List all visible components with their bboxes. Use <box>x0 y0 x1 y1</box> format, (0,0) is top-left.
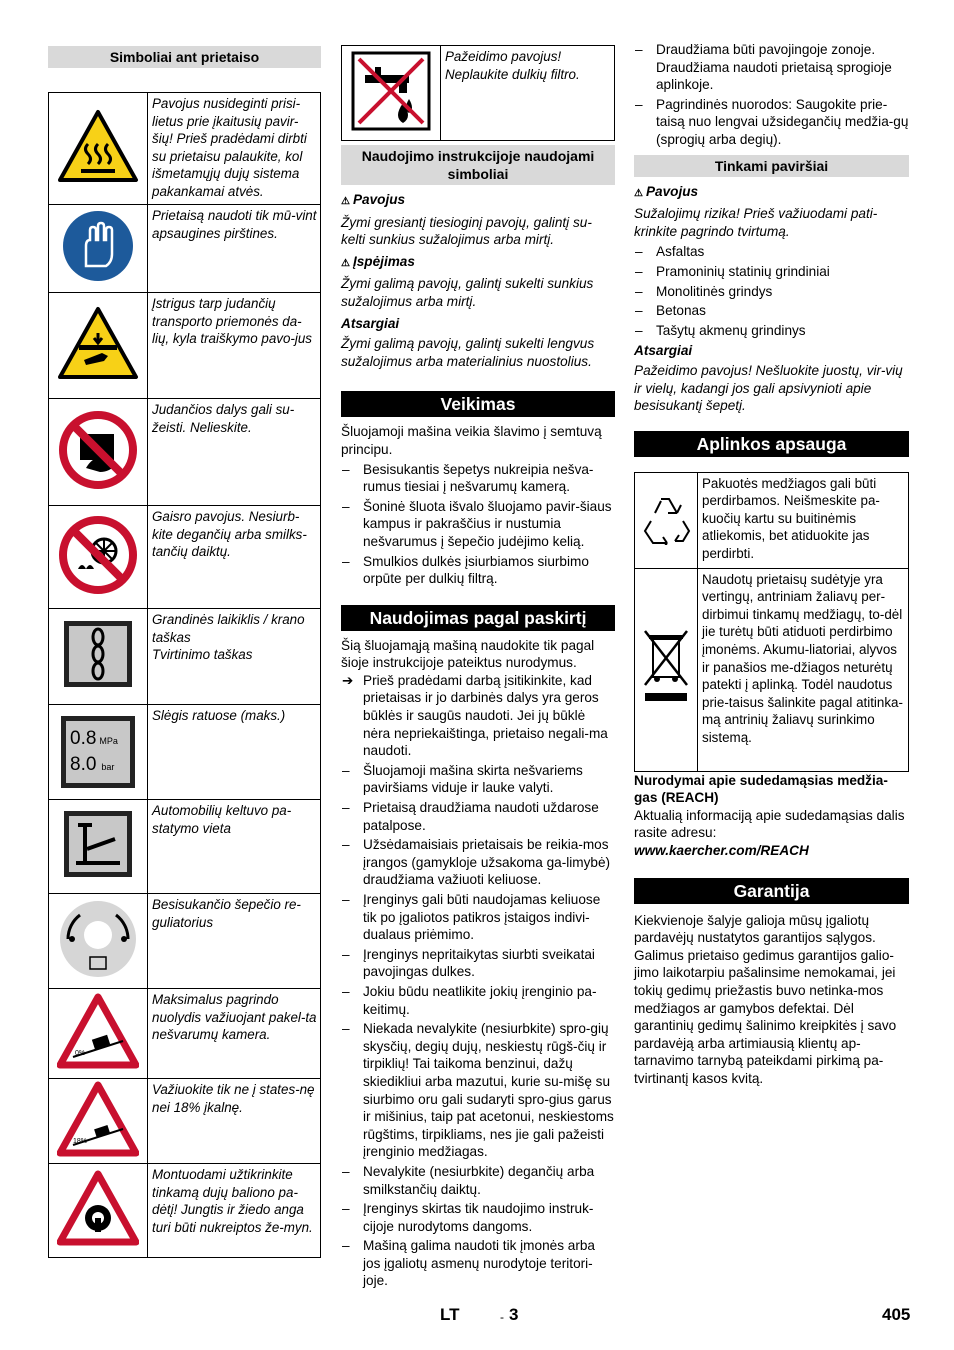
symbol-text: Maksimalus pagrindo nuolydis važiuojant pakel-ta nešvarumų kamera. <box>148 989 321 1079</box>
list-item: – Užsėdamaisiais prietaisais be reikia-mos įrangos (gamykloje užsakoma ga-limybė) draudžiama važiuoti keliuose. <box>342 837 611 888</box>
danger-label <box>341 191 615 211</box>
reach-text: Aktualią informaciją apie sudedamąsias dalis rasite adresu: <box>634 807 905 841</box>
section-heading-environment: Aplinkos apsauga <box>634 431 909 457</box>
arrow-right-icon: ➔ <box>342 672 354 688</box>
section-heading-suitable-surfaces: Tinkami paviršiai <box>634 155 909 177</box>
symbol-text: Automobilių keltuvo pa-statymo vieta <box>148 800 321 894</box>
danger-label-text: Pavojus <box>352 192 406 207</box>
warning-label-text: Įspėjimas <box>352 253 415 269</box>
list-item: – Monolitinės grindys <box>635 283 773 299</box>
list-item: – Prietaisą draudžiama naudoti uždarose patalpose. <box>342 800 599 833</box>
list-item: ➔ Prieš pradėdami darbą įsitikinkite, kad prietaisas ir jo darbinės dalys yra geros būklės ir saugūs naudoti. Jei jų būklė nėra nepriekaištinga, prietaiso negali-ma naudoti. <box>342 672 608 759</box>
reach-heading: Nurodymai apie sudedamąsias medžia-gas (REACH) <box>634 772 888 806</box>
pressure-mpa-unit: MPa <box>99 736 118 746</box>
use-intro: Šią šluojamąją mašiną naudokite tik pagal šioje instrukcijoje pateiktus nurodymus. <box>341 637 595 671</box>
function-intro: Šluojamoji mašina veikia šlavimo į semtuvą principu. <box>341 424 602 457</box>
use-list <box>341 672 615 1290</box>
symbol-text: Gaisro pavojus. Nesiurb-kite degančių arba smilks-tančių daiktų. <box>148 506 321 609</box>
section-heading-device-symbols: Simboliai ant prietaiso <box>48 46 321 68</box>
section-heading-function: Veikimas <box>341 391 615 417</box>
symbol-row <box>49 800 321 894</box>
symbol-text: Besisukančio šepečio re-guliatorius <box>148 894 321 989</box>
symbol-text: Pažeidimo pavojus! Neplaukite dulkių filtro. <box>441 46 615 141</box>
list-item: – Šluojamoji mašina skirta nešvariems paviršiams viduje ir lauke valyti. <box>342 762 583 796</box>
device-symbols-table <box>48 92 321 1258</box>
list-item: – Įrenginys nepritaikytas siurbti sveikatai pavojingas dulkes. <box>342 946 595 980</box>
symbol-row <box>49 93 321 205</box>
symbol-text: Pakuotės medžiagos gali būti perdirbamos. Neišmeskite pa-kuočių kartu su buitinėmis atliekomis, bet atiduokite jas perdirbti. <box>698 472 909 568</box>
list-item: – Pagrindinės nuorodos: Saugokite prie-taisą nuo lengvai užsidegančių medžia-gų (sprogių arba degių). <box>635 96 909 147</box>
brush-regulator-icon <box>49 894 148 989</box>
footer-sep: - <box>500 1310 504 1324</box>
symbol-row <box>49 506 321 609</box>
danger-text: Žymi gresiantį tiesioginį pavojų, galintį su-kelti sunkius sužalojimus arba mirtį. <box>341 214 592 248</box>
middle-column <box>341 0 615 1290</box>
crush-hand-icon <box>49 293 148 399</box>
symbol-text: Naudotų prietaisų sudėtyje yra vertingų, antriniam žaliavų per-dirbimui tinkamų medžiagų, to-dėl jie turėtų būti atiduoti perdirbimo įmonėms. Akumu-liatoriai, alyvos ir panašios me-džiagos neturėtų patekti į aplinką. Todėl naudotus prie-taisus šalinkite pagal atitinka-mą antrinių žaliavų surinkimo sistemą. <box>698 568 909 771</box>
pressure-bar-value: 8.0 <box>70 754 97 775</box>
max-incline-icon <box>49 989 148 1079</box>
list-item: – Nevalykite (nesiurbkite) degančių arba smilkstančių daiktų. <box>342 1163 595 1197</box>
danger-label-text: Pavojus <box>645 183 699 199</box>
danger-label <box>634 183 909 203</box>
list-item: – Šoninė šluota išvalo šluojamo pavir-šiaus kampus ir pakraščius ir nustumia nešvarumus į šepečio judėjimo kelią. <box>342 498 612 549</box>
symbol-text: Judančios dalys gali su-žeisti. Nelieskite. <box>148 399 321 506</box>
warning-triangle-icon: ⚠ <box>341 257 350 269</box>
list-item: – Įrenginys skirtas tik naudojimo instruk-cijoje nurodytoms dangoms. <box>342 1201 594 1234</box>
section-heading-warranty: Garantija <box>634 878 909 904</box>
symbol-row <box>49 989 321 1079</box>
symbol-row <box>49 399 321 506</box>
symbol-row <box>635 472 909 568</box>
list-item: – Besisukantis šepetys nukreipia nešva-rumus tiesiai į nešvarumų kamerą. <box>342 461 594 495</box>
symbol-row <box>49 293 321 399</box>
section-heading-intended-use: Naudojimas pagal paskirtį <box>341 605 615 631</box>
symbol-row <box>49 609 321 705</box>
symbol-row <box>635 568 909 771</box>
caution-label: Atsargiai <box>634 343 693 359</box>
no-burning-suction-icon <box>49 506 148 609</box>
crossed-bin-icon <box>635 568 698 771</box>
list-item: – Draudžiama būti pavojingoje zonoje. Draudžiama naudoti prietaisą sprogioje aplinkoje. <box>635 42 892 93</box>
section-heading-manual-symbols: Naudojimo instrukcijoje naudojami simboliai <box>341 145 615 185</box>
list-item: – Pramoninių statinių grindiniai <box>635 263 830 279</box>
list-item: – Niekada nevalykite (nesiurbkite) spro-gių skysčių, degių dujų, neskiestų rūgš-čių ir tirpiklių! Tai taikoma benzinui, dažų skiedikliui arba mazutui, kurie su-mišę su siurbimo oru gali sudaryti spro-gius garus ir mišinius, taip pat acetonui, neskiestoms rūgštims, tirpikliams, nes jie gali pažeisti įrenginio medžiagas. <box>342 1021 614 1160</box>
jack-icon <box>49 800 148 894</box>
left-column <box>48 0 321 1258</box>
environment-table <box>634 472 909 772</box>
incline-percent-label: 18% <box>73 1137 88 1145</box>
symbol-row <box>49 1164 321 1258</box>
list-item: – Asfaltas <box>635 244 705 260</box>
footer-page-local: 3 <box>509 1305 519 1324</box>
warning-text: Žymi galimą pavojų, galintį sukelti sunkius sužalojimus arba mirtį. <box>341 276 594 309</box>
list-item: – Įrenginys gali būti naudojamas keliuose tik po įgaliotos patikros įstaigos indivi-dualaus priėmimo. <box>342 892 601 943</box>
recycle-icon <box>635 472 698 568</box>
symbol-row <box>49 705 321 800</box>
symbol-text: Montuodami užtikrinkite tinkamą dujų baliono pa-dėtį! Jungtis ir žiedo anga turi būti nukreiptos že-myn. <box>148 1164 321 1258</box>
warning-triangle-icon: ⚠ <box>634 187 643 199</box>
list-item: – Smulkios dulkės įsiurbiamos siurbimo orpūte per dulkių filtrą. <box>342 553 589 587</box>
list-item: – Mašiną galima naudoti tik įmonės arba jos įgaliotų asmenų nurodytoje teritori-joje. <box>342 1238 595 1289</box>
warning-triangle-icon: ⚠ <box>341 196 350 207</box>
symbol-text: Įstrigus tarp judančių transporto priemonės da-lių, kyla traiškymo pavo-jus <box>148 293 321 399</box>
symbol-text: Važiuokite tik ne į states-nę nei 18% įkalnę. <box>148 1079 321 1164</box>
symbol-text: Grandinės laikiklis / krano taškas Tvirtinimo taškas <box>148 609 321 705</box>
symbol-text: Pavojus nusideginti prisi-lietus prie įkaitusių pavir-šių! Prieš pradėdami dirbti su prietaisu palaukite, kol išmetamųjų dujų sistema pakankamai atvės. <box>148 93 321 205</box>
danger-text: Sužalojimų rizika! Prieš važiuodami pati-krinkite pagrindo tvirtumą. <box>634 206 878 239</box>
symbol-text: Prietaisą naudoti tik mū-vint apsaugines pirštines. <box>148 205 321 293</box>
list-item: – Jokiu būdu neatlikite jokių įrenginio pa-keitimų. <box>342 983 597 1017</box>
footer-page-number: 405 <box>882 1305 911 1324</box>
chain-icon <box>49 609 148 705</box>
caution-label: Atsargiai <box>341 315 400 331</box>
warning-label <box>341 253 615 273</box>
gas-bottle-icon <box>49 1164 148 1258</box>
caution-text: Žymi galimą pavojų, galintį sukelti lengvus sužalojimus arba materialinius nuostolius. <box>341 336 595 369</box>
list-item: – Tašytų akmenų grindinys <box>635 322 806 338</box>
surfaces-list <box>634 243 909 339</box>
pressure-mpa-value: 0.8 <box>70 728 97 749</box>
symbol-row <box>342 46 615 141</box>
dust-filter-symbol-table <box>341 45 615 141</box>
symbol-row <box>49 205 321 293</box>
hazard-list <box>634 41 909 149</box>
symbol-row <box>49 1079 321 1164</box>
warranty-text: Kiekvienoje šalyje galioja mūsų įgaliotų pardavėjų nustatytos garantijos sąlygos. Galimus prietaiso gedimus garantijos galio-jimo laikotarpiu pašalinsime nemokamai, jei tokių gedimų priežastis buvo netinka-mos medžiagos ar gamybos defektai. Dėl garantinių gedimų šalinimo kreipkitės į savo pardavėją arba artimiausią klientų ap-tarnavimo tarnybą pateikdami pirkimą pa-tvirtinantį kasos kvitą. <box>634 912 897 1086</box>
right-column <box>634 0 909 1088</box>
incline-18-icon <box>49 1079 148 1164</box>
reach-link[interactable]: www.kaercher.com/REACH <box>634 843 809 859</box>
pressure-gauge-icon <box>49 705 148 800</box>
no-washing-filter-icon <box>342 46 441 141</box>
no-touch-icon <box>49 399 148 506</box>
incline-percent-label: 0% <box>75 1050 86 1058</box>
symbol-text: Slėgis ratuose (maks.) <box>148 705 321 800</box>
caution-text: Pažeidimo pavojus! Nešluokite juostų, vir-vių ir vielų, kadangi jos gali apsivynioti apie besisukantį šepetį. <box>634 362 903 414</box>
pressure-bar-unit: bar <box>101 762 115 772</box>
footer-lang: LT <box>440 1305 460 1324</box>
function-list <box>341 461 615 588</box>
list-item: – Betonas <box>635 303 706 319</box>
hot-surface-icon <box>49 93 148 205</box>
gloves-icon <box>49 205 148 293</box>
symbol-row <box>49 894 321 989</box>
